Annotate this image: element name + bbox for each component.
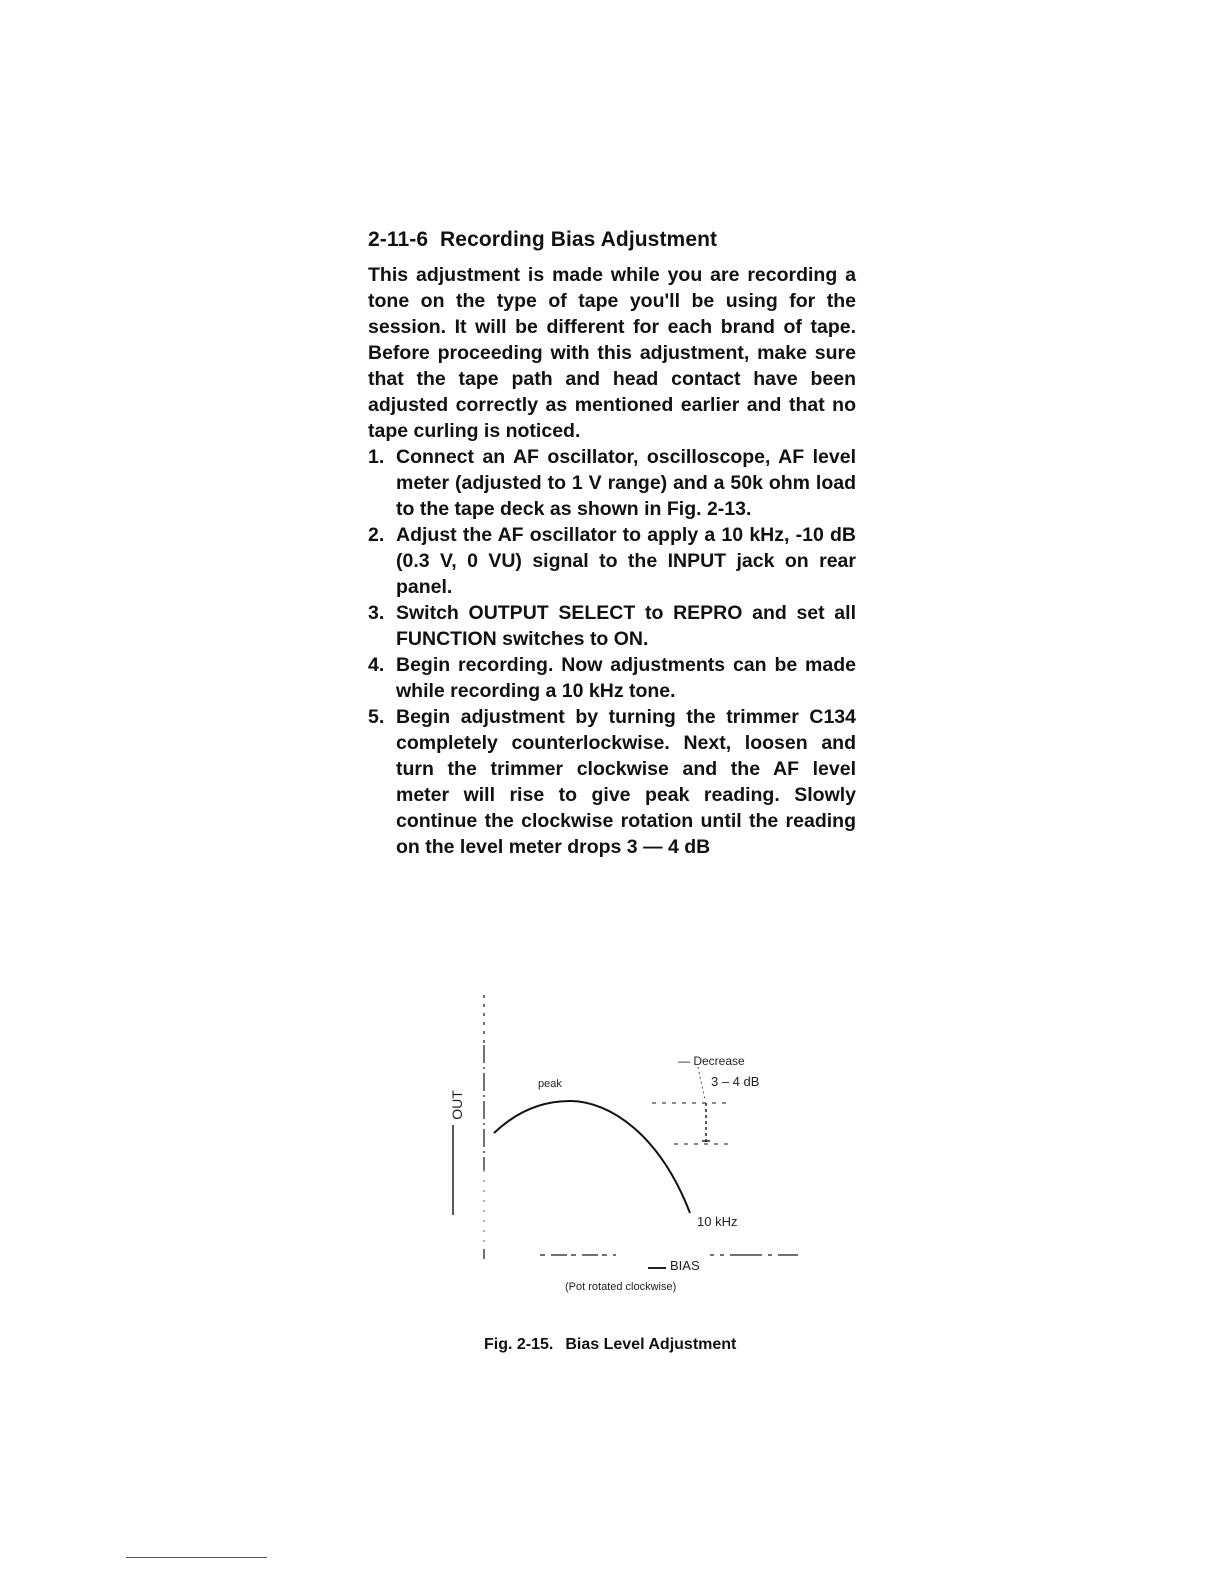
step-number: 2. [368,524,385,546]
peak-label: peak [538,1078,562,1090]
drop-label: 3 – 4 dB [711,1074,760,1089]
steps-list [368,444,856,860]
section-body [368,262,856,860]
curve-label: 10 kHz [697,1214,738,1229]
x-axis-note: (Pot rotated clockwise) [565,1281,677,1293]
step-item [368,652,856,704]
step-item [368,522,856,600]
section-heading [368,228,717,252]
bias-figure [420,985,840,1315]
section-title: Recording Bias Adjustment [440,228,718,251]
step-number: 3. [368,602,385,624]
step-item [368,600,856,652]
step-number: 5. [368,706,385,728]
decrease-leader [698,1067,705,1100]
figure-caption [484,1336,736,1354]
y-axis-label: OUT [448,1090,465,1120]
decrease-label: — Decrease [678,1054,745,1068]
caption-number: Fig. 2-15. [484,1336,554,1353]
step-text: Begin adjustment by turning the trimmer C134 completely counterlockwise. Next, loosen and turn the trimmer clockwise and the AF level meter will rise to give peak reading. Slowly continue the clockwise rotation until the reading on the level meter drops 3 — 4 dB [396,706,856,858]
bias-curve [494,1101,690,1213]
step-text: Connect an AF oscillator, oscilloscope, AF level meter (adjusted to 1 V range) and a 50k ohm load to the tape deck as shown in Fig. 2-13. [396,446,856,520]
step-item [368,704,856,860]
footnote-rule [126,1557,267,1558]
caption-title: Bias Level Adjustment [565,1336,737,1353]
intro-paragraph: This adjustment is made while you are recording a tone on the type of tape you'll be using for the session. It will be different for each brand of tape. Before proceeding with this adjustment, make sure that the tape path and head contact have been adjusted correctly as mentioned earlier and that no tape curling is noticed. [368,264,856,442]
bias-curve-diagram [420,985,840,1315]
step-text: Adjust the AF oscillator to apply a 10 kHz, -10 dB (0.3 V, 0 VU) signal to the INPUT jack on rear panel. [396,524,856,598]
step-number: 4. [368,654,385,676]
step-text: Switch OUTPUT SELECT to REPRO and set all FUNCTION switches to ON. [396,602,856,650]
x-axis-label: BIAS [670,1258,700,1273]
step-number: 1. [368,446,385,468]
step-text: Begin recording. Now adjustments can be made while recording a 10 kHz tone. [396,654,856,702]
step-item [368,444,856,522]
decrease-text: Decrease [693,1054,745,1068]
section-number: 2-11-6 [368,228,429,251]
